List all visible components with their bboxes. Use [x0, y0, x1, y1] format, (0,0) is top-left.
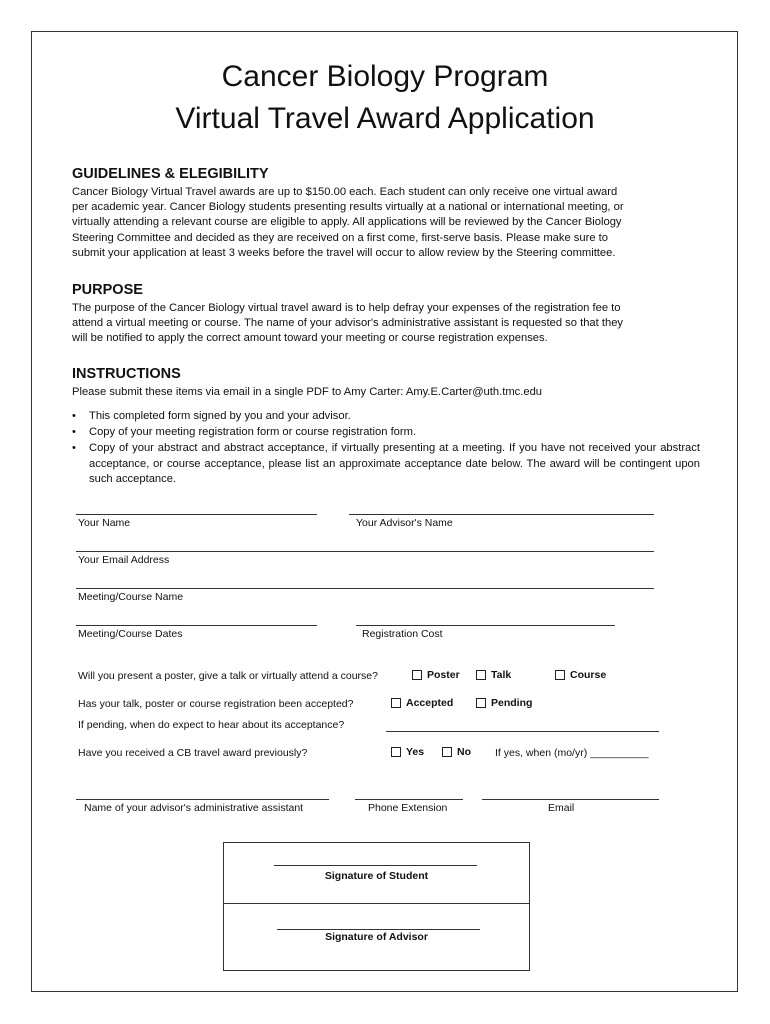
- course-checkbox[interactable]: [555, 670, 565, 680]
- your-name-field[interactable]: [76, 514, 317, 515]
- yes-option[interactable]: [391, 746, 424, 758]
- guidelines-line: Steering Committee and decided as they are received on a first come, first-serve basis. Please make sure to: [72, 231, 609, 244]
- student-signature-label: Signature of Student: [324, 870, 429, 882]
- pending-label: Pending: [491, 697, 533, 709]
- meeting-dates-label: Meeting/Course Dates: [78, 628, 183, 640]
- talk-option[interactable]: [476, 669, 511, 681]
- phone-extension-label: Phone Extension: [368, 802, 448, 814]
- no-option[interactable]: [442, 746, 471, 758]
- pending-when-field[interactable]: [386, 731, 659, 732]
- meeting-dates-field[interactable]: [76, 625, 317, 626]
- student-signature-line[interactable]: [274, 865, 477, 866]
- accepted-question: Has your talk, poster or course registration been accepted?: [78, 698, 354, 710]
- no-checkbox[interactable]: [442, 747, 452, 757]
- contact-email-label: Email: [548, 802, 575, 814]
- course-label: Course: [570, 669, 607, 681]
- registration-cost-label: Registration Cost: [362, 628, 443, 640]
- instructions-intro: Please submit these items via email in a single PDF to Amy Carter: Amy.E.Carter@uth.tmc.edu: [72, 386, 543, 398]
- form-title-line2: Virtual Travel Award Application: [175, 102, 595, 135]
- advisor-signature-line[interactable]: [277, 929, 480, 930]
- phone-extension-field[interactable]: [355, 799, 463, 800]
- signature-divider: [224, 903, 529, 904]
- list-item: • Copy of your meeting registration form or course registration form.: [72, 425, 700, 440]
- no-label: No: [457, 746, 471, 758]
- purpose-paragraph: [72, 301, 702, 347]
- email-label: Your Email Address: [78, 554, 170, 566]
- advisor-signature-label: Signature of Advisor: [325, 931, 428, 943]
- admin-assistant-label: Name of your advisor's administrative assistant: [84, 802, 304, 814]
- present-question: Will you present a poster, give a talk or virtually attend a course?: [78, 670, 378, 682]
- poster-label: Poster: [427, 669, 460, 681]
- advisor-name-label: Your Advisor's Name: [356, 517, 453, 529]
- guidelines-line: per academic year. Cancer Biology students presenting results virtually at a national or international meeting, or: [72, 201, 624, 214]
- poster-option[interactable]: [412, 669, 460, 681]
- guidelines-heading: GUIDELINES & ELEGIBILITY: [72, 166, 269, 182]
- admin-assistant-field[interactable]: [76, 799, 329, 800]
- accepted-option[interactable]: [391, 697, 453, 709]
- yes-label: Yes: [406, 746, 425, 758]
- accepted-label: Accepted: [406, 697, 454, 709]
- previous-award-question: Have you received a CB travel award previously?: [78, 747, 308, 759]
- pending-when-question: If pending, when do expect to hear about its acceptance?: [78, 719, 345, 731]
- guidelines-paragraph: [72, 185, 702, 261]
- previous-award-when: If yes, when (mo/yr) __________: [495, 747, 649, 759]
- purpose-heading: PURPOSE: [72, 282, 143, 298]
- advisor-name-field[interactable]: [349, 514, 654, 515]
- accepted-checkbox[interactable]: [391, 698, 401, 708]
- contact-email-field[interactable]: [482, 799, 659, 800]
- pending-checkbox[interactable]: [476, 698, 486, 708]
- yes-checkbox[interactable]: [391, 747, 401, 757]
- form-title-line1: Cancer Biology Program: [221, 60, 549, 93]
- your-name-label: Your Name: [78, 517, 131, 529]
- list-item: • Copy of your abstract and abstract acceptance, if virtually presenting at a meeting. If you have not received your abstract acceptance, or course acceptance, please list an approximate acceptance date below. The award will be contingent upon such acceptance.: [72, 441, 700, 487]
- purpose-line: The purpose of the Cancer Biology virtual travel award is to help defray your expenses of the registration fee to: [72, 302, 621, 314]
- talk-label: Talk: [491, 669, 512, 681]
- registration-cost-field[interactable]: [356, 625, 615, 626]
- guidelines-line: Cancer Biology Virtual Travel awards are up to $150.00 each. Each student can only receive one virtual award: [72, 186, 618, 198]
- pending-option[interactable]: [476, 697, 532, 709]
- course-option[interactable]: [555, 669, 606, 681]
- poster-checkbox[interactable]: [412, 670, 422, 680]
- list-item: • This completed form signed by you and your advisor.: [72, 409, 700, 424]
- guidelines-line: virtually attending a relevant course are eligible to apply. All applications will be reviewed by the Cancer Biology: [72, 216, 622, 229]
- signature-box: [223, 842, 530, 971]
- meeting-name-label: Meeting/Course Name: [78, 591, 184, 603]
- purpose-line: attend a virtual meeting or course. The name of your advisor's administrative assistant is requested so that they: [72, 317, 624, 330]
- instructions-list: [72, 409, 700, 488]
- guidelines-line: submit your application at least 3 weeks before the travel will occur to allow review by the Steering committee.: [72, 246, 616, 259]
- talk-checkbox[interactable]: [476, 670, 486, 680]
- instructions-heading: INSTRUCTIONS: [72, 366, 181, 382]
- purpose-line: will be notified to apply the correct amount toward your meeting or course registration expenses.: [72, 332, 548, 345]
- meeting-name-field[interactable]: [76, 588, 654, 589]
- email-field[interactable]: [76, 551, 654, 552]
